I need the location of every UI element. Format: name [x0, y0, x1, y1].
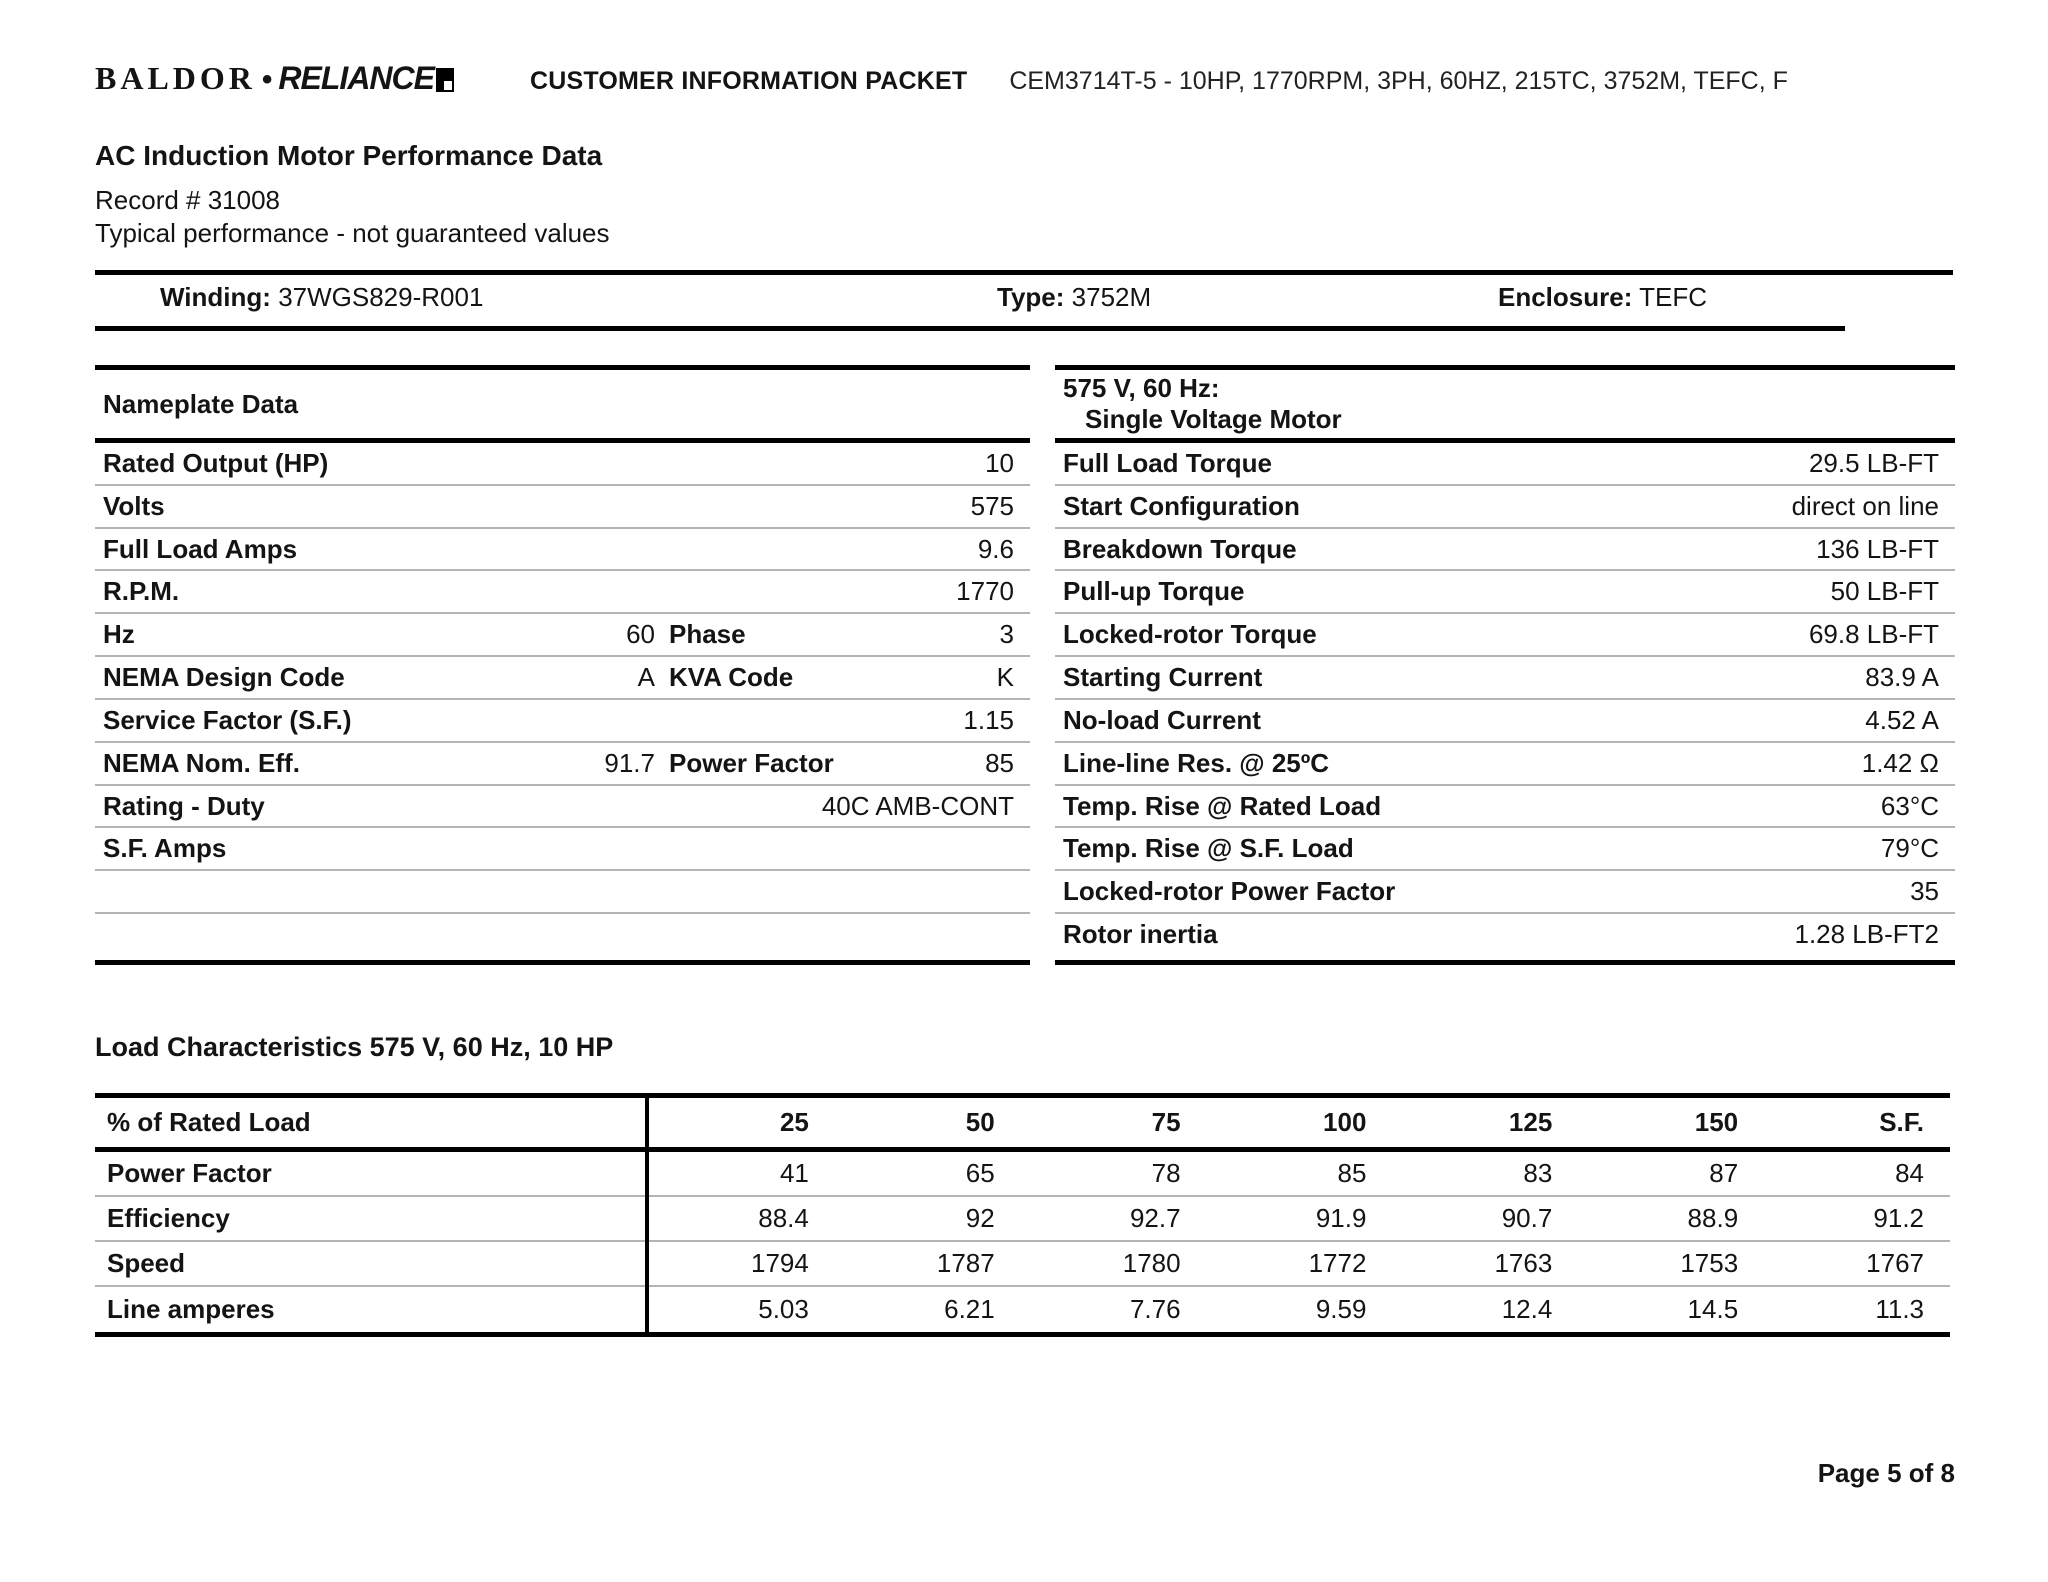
row-label: Pull-up Torque — [1063, 576, 1245, 607]
load-characteristics-table — [95, 1093, 1950, 1337]
row-empty-1 — [95, 871, 1030, 914]
cell-value: 88.4 — [758, 1203, 809, 1233]
type-value: 3752M — [1071, 282, 1152, 312]
row-service-factor — [95, 700, 1030, 743]
cell-value: 87 — [1709, 1158, 1739, 1188]
row-value: 40C AMB-CONT — [821, 790, 1014, 821]
voltage-heading-line1: 575 V, 60 Hz: — [1063, 373, 1220, 403]
row-label: Start Configuration — [1063, 490, 1300, 521]
row-value: 1.42 Ω — [1861, 747, 1939, 778]
row-label: Temp. Rise @ Rated Load — [1063, 790, 1382, 821]
row-value: 4.52 A — [1865, 704, 1939, 735]
winding-bar — [95, 282, 1953, 324]
page-number: Page 5 of 8 — [1817, 1458, 1955, 1488]
cell-value: 1763 — [1494, 1248, 1553, 1278]
nameplate-heading-text: Nameplate Data — [103, 388, 299, 419]
cell-value: 85 — [1337, 1158, 1367, 1188]
row-no-load-current — [1055, 700, 1955, 743]
row-hz-phase — [95, 614, 1030, 657]
divider — [95, 270, 1953, 275]
type-field — [997, 282, 1151, 313]
row-label: Rated Output (HP) — [103, 447, 329, 478]
cell-value: 12.4 — [1501, 1294, 1553, 1324]
row-label: Speed — [107, 1248, 186, 1278]
row-label: Rotor inertia — [1063, 919, 1218, 950]
row-value: 29.5 LB-FT — [1808, 447, 1939, 478]
row-pull-up-torque — [1055, 571, 1955, 614]
row-value: A — [637, 662, 655, 693]
cell-value: 92.7 — [1129, 1203, 1181, 1233]
cell-value: 14.5 — [1687, 1294, 1739, 1324]
row-locked-rotor-pf — [1055, 871, 1955, 914]
load-table-header — [95, 1098, 1950, 1152]
title-block — [95, 140, 610, 250]
brand-reliance: RELIANCE — [278, 60, 434, 96]
row-label: Locked-rotor Torque — [1063, 619, 1317, 650]
enclosure-label: Enclosure: — [1498, 282, 1633, 312]
row-line-line-res — [1055, 743, 1955, 786]
cell-value: 6.21 — [944, 1294, 995, 1324]
row-value: 79°C — [1880, 833, 1939, 864]
voltage-rows — [1055, 443, 1955, 955]
row-value: 50 LB-FT — [1830, 576, 1939, 607]
column-header: 50 — [965, 1107, 995, 1137]
row-value: 60 — [626, 619, 655, 650]
column-header: 100 — [1323, 1107, 1367, 1137]
row-starting-current — [1055, 657, 1955, 700]
row-label: S.F. Amps — [103, 833, 227, 864]
row-label: Hz — [103, 619, 135, 650]
row-label: NEMA Design Code — [103, 662, 345, 693]
page-header — [95, 60, 1788, 97]
voltage-heading-line2: Single Voltage Motor — [1085, 404, 1342, 434]
row-temp-rise-sf — [1055, 828, 1955, 871]
cell-value: 92 — [965, 1203, 995, 1233]
load-characteristics-heading: Load Characteristics 575 V, 60 Hz, 10 HP — [95, 1032, 614, 1062]
row-label: NEMA Nom. Eff. — [103, 747, 300, 778]
row-value: 69.8 LB-FT — [1808, 619, 1939, 650]
row-full-load-amps — [95, 529, 1030, 572]
cell-value: 41 — [779, 1158, 809, 1188]
row-line-amperes — [95, 1287, 1950, 1332]
row-value: 63°C — [1880, 790, 1939, 821]
winding-value: 37WGS829-R001 — [278, 282, 484, 312]
cell-value: 91.9 — [1315, 1203, 1367, 1233]
winding-field — [160, 282, 483, 313]
row-label: KVA Code — [669, 662, 794, 693]
cell-value: 65 — [965, 1158, 995, 1188]
cell-value: 91.2 — [1873, 1203, 1925, 1233]
row-rating-duty — [95, 786, 1030, 829]
cell-value: 83 — [1523, 1158, 1553, 1188]
row-full-load-torque — [1055, 443, 1955, 486]
row-value: direct on line — [1791, 490, 1939, 521]
cell-value: 90.7 — [1501, 1203, 1553, 1233]
row-rated-output-hp — [95, 443, 1030, 486]
row-label: Breakdown Torque — [1063, 533, 1297, 564]
row-value: 10 — [985, 447, 1014, 478]
row-breakdown-torque — [1055, 529, 1955, 572]
cell-value: 1767 — [1866, 1248, 1925, 1278]
column-header: 25 — [779, 1107, 809, 1137]
brand-dot: • — [261, 63, 273, 96]
type-label: Type: — [997, 282, 1065, 312]
row-label: Rating - Duty — [103, 790, 265, 821]
row-value: 91.7 — [604, 747, 655, 778]
column-header: S.F. — [1879, 1107, 1925, 1137]
row-value: 1770 — [956, 576, 1014, 607]
row-locked-rotor-torque — [1055, 614, 1955, 657]
row-speed — [95, 1242, 1950, 1287]
row-nema-eff-power-factor — [95, 743, 1030, 786]
cell-value: 84 — [1895, 1158, 1925, 1188]
column-header: % of Rated Load — [107, 1107, 311, 1137]
row-value: 575 — [970, 490, 1014, 521]
row-label: Locked-rotor Power Factor — [1063, 876, 1396, 907]
row-volts — [95, 486, 1030, 529]
enclosure-value: TEFC — [1639, 282, 1708, 312]
row-value: 35 — [1910, 876, 1939, 907]
row-label: Volts — [103, 490, 165, 521]
row-temp-rise-rated — [1055, 786, 1955, 829]
cell-value: 11.3 — [1875, 1294, 1925, 1324]
winding-label: Winding: — [160, 282, 271, 312]
cell-value: 88.9 — [1687, 1203, 1739, 1233]
row-label: Temp. Rise @ S.F. Load — [1063, 833, 1354, 864]
cell-value: 5.03 — [758, 1294, 809, 1324]
row-value: 1.28 LB-FT2 — [1794, 919, 1939, 950]
row-label: Power Factor — [669, 747, 834, 778]
row-nema-design-kva — [95, 657, 1030, 700]
voltage-table — [1055, 365, 1955, 965]
row-rotor-inertia — [1055, 914, 1955, 955]
row-empty-2 — [95, 914, 1030, 955]
row-label: R.P.M. — [103, 576, 180, 607]
column-header: 150 — [1694, 1107, 1739, 1137]
nameplate-table — [95, 365, 1030, 965]
cell-value: 7.76 — [1129, 1294, 1181, 1324]
cell-value: 1772 — [1308, 1248, 1367, 1278]
performance-note: Typical performance - not guaranteed values — [95, 218, 610, 248]
row-label: Service Factor (S.F.) — [103, 704, 352, 735]
row-label: Power Factor — [107, 1158, 272, 1188]
row-label: Phase — [669, 619, 746, 650]
row-value: 3 — [999, 619, 1014, 650]
row-power-factor — [95, 1152, 1950, 1197]
model-line: CEM3714T-5 - 10HP, 1770RPM, 3PH, 60HZ, 215TC, 3752M, TEFC, F — [1009, 67, 1788, 95]
voltage-heading — [1055, 370, 1955, 443]
row-label: Full Load Torque — [1063, 447, 1272, 478]
row-sf-amps — [95, 828, 1030, 871]
column-header: 125 — [1508, 1107, 1553, 1137]
divider — [95, 326, 1845, 331]
row-value: 83.9 A — [1865, 662, 1939, 693]
baldor-reliance-logo — [95, 60, 454, 97]
row-value: 1.15 — [963, 704, 1014, 735]
row-label: Full Load Amps — [103, 533, 298, 564]
row-label: No-load Current — [1063, 704, 1261, 735]
row-label: Line amperes — [107, 1294, 275, 1324]
row-label: Starting Current — [1063, 662, 1263, 693]
brand-baldor: BALDOR — [95, 60, 256, 96]
row-value: 85 — [985, 747, 1014, 778]
row-rpm — [95, 571, 1030, 614]
nameplate-heading — [95, 370, 1030, 443]
nameplate-rows — [95, 443, 1030, 955]
cell-value: 1794 — [751, 1248, 809, 1278]
row-value: 136 LB-FT — [1816, 533, 1939, 564]
cell-value: 1753 — [1680, 1248, 1739, 1278]
cell-value: 1787 — [936, 1248, 995, 1278]
cell-value: 1780 — [1122, 1248, 1181, 1278]
row-value: K — [996, 662, 1014, 693]
row-label: Line-line Res. @ 25ºC — [1063, 747, 1330, 778]
cell-value: 78 — [1151, 1158, 1181, 1188]
row-value: 9.6 — [977, 533, 1014, 564]
row-efficiency — [95, 1197, 1950, 1242]
row-start-configuration — [1055, 486, 1955, 529]
column-header: 75 — [1151, 1107, 1181, 1137]
record-number: Record # 31008 — [95, 185, 281, 215]
row-label: Efficiency — [107, 1203, 230, 1233]
doc-title: CUSTOMER INFORMATION PACKET — [529, 67, 968, 95]
enclosure-field — [1498, 282, 1707, 313]
cell-value: 9.59 — [1315, 1294, 1367, 1324]
divider — [645, 1098, 649, 1332]
brand-mark-icon — [436, 68, 454, 92]
page-title: AC Induction Motor Performance Data — [95, 140, 603, 171]
